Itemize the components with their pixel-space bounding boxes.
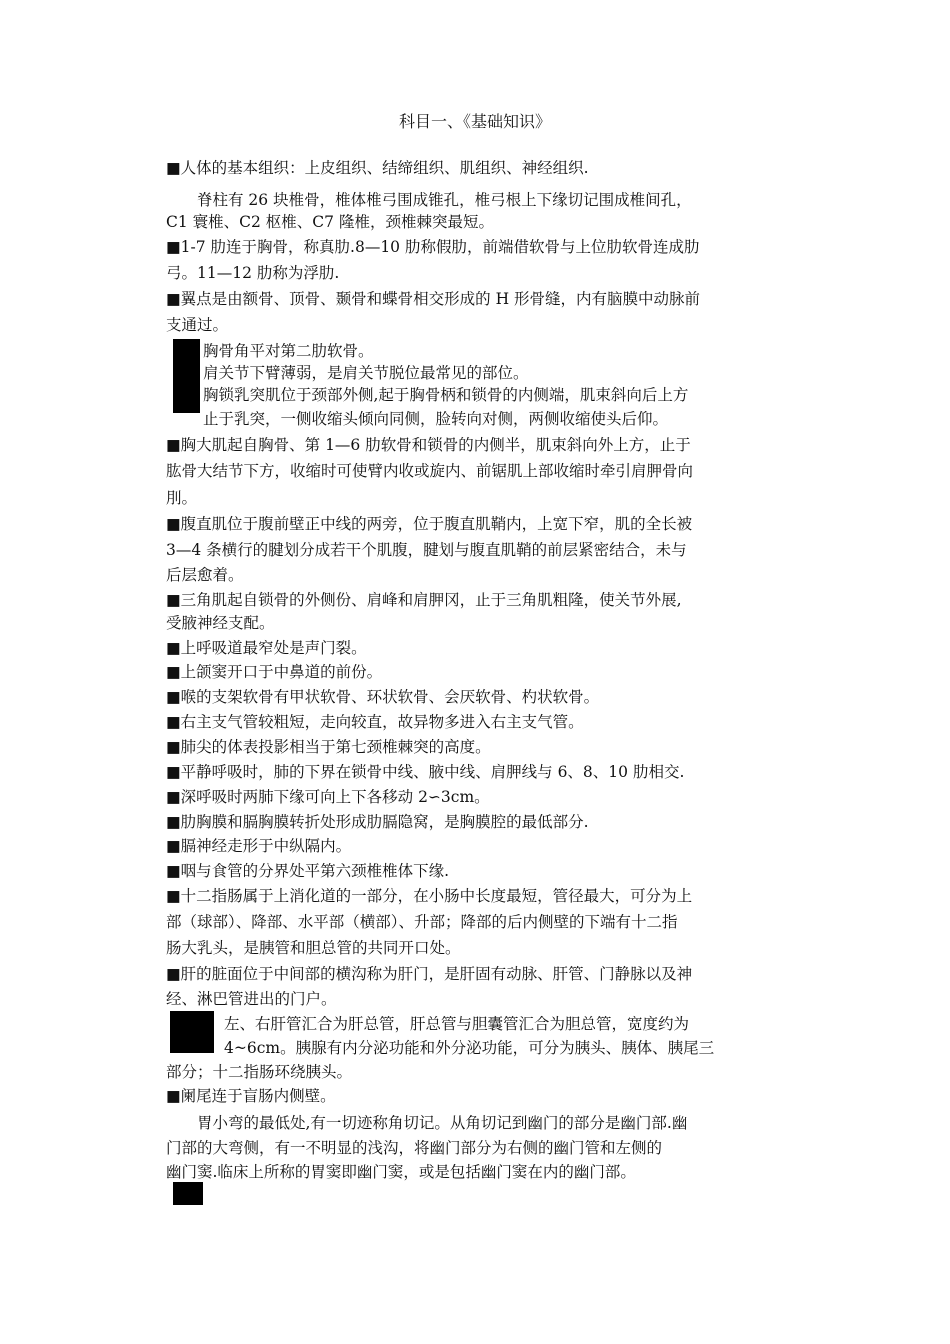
redaction-block [170, 1011, 214, 1053]
text-line: 止于乳突，一侧收缩头倾向同侧，脸转向对侧，两侧收缩使头后仰。 [203, 410, 669, 428]
text-line: 部分；十二指肠环绕胰头。 [166, 1063, 353, 1081]
text-line: 门部的大弯侧，有一不明显的浅沟，将幽门部分为右侧的幽门管和左侧的 [166, 1139, 663, 1157]
text-line: ■阑尾连于盲肠内侧壁。 [166, 1087, 336, 1105]
text-line: ■肋胸膜和膈胸膜转折处形成肋膈隐窝，是胸膜腔的最低部分. [166, 813, 589, 831]
redaction-block [173, 339, 200, 413]
text-line: C1 寰椎、C2 枢椎、C7 隆椎，颈椎棘突最短。 [166, 213, 494, 231]
text-line: ■三角肌起自锁骨的外侧份、肩峰和肩胛冈，止于三角肌粗隆，使关节外展, [166, 591, 682, 609]
text-line: ■咽与食管的分界处平第六颈椎椎体下缘. [166, 862, 450, 880]
text-line: ■右主支气管较粗短，走向较直，故异物多进入右主支气管。 [166, 713, 584, 731]
text-line: ■翼点是由额骨、顶骨、颞骨和蝶骨相交形成的 H 形骨缝，内有脑膜中动脉前 [166, 290, 701, 308]
text-line: ■上呼吸道最窄处是声门裂。 [166, 639, 367, 657]
text-line: 经、淋巴管进出的门户。 [166, 990, 337, 1008]
text-line: 左、右肝管汇合为肝总管，肝总管与胆囊管汇合为胆总管，宽度约为 [224, 1015, 690, 1033]
text-line: 部（球部）、降部、水平部（横部）、升部；降部的后内侧壁的下端有十二指 [166, 913, 678, 931]
text-line: ■平静呼吸时，肺的下界在锁骨中线、腋中线、肩胛线与 6、8、10 肋相交. [166, 763, 685, 781]
text-line: ■喉的支架软骨有甲状软骨、环状软骨、会厌软骨、杓状软骨。 [166, 688, 600, 706]
text-line: 胸锁乳突肌位于颈部外侧,起于胸骨柄和锁骨的内侧端，肌束斜向后上方 [203, 386, 689, 404]
text-line: 胸骨角平对第二肋软骨。 [203, 342, 374, 360]
text-line: 受腋神经支配。 [166, 614, 275, 632]
text-line: ■腹直肌位于腹前壁正中线的两旁，位于腹直肌鞘内，上宽下窄，肌的全长被 [166, 515, 693, 533]
text-line: ■膈神经走形于中纵隔内。 [166, 837, 352, 855]
text-line: ■肺尖的体表投影相当于第七颈椎棘突的高度。 [166, 738, 491, 756]
page-title: 科目一、《基础知识》 [398, 112, 551, 131]
text-line: 刖。 [166, 489, 198, 507]
text-line: ■1-7 肋连于胸骨，称真肋.8—10 肋称假肋，前端借软骨与上位肋软骨连成肋 [166, 238, 700, 256]
text-line: ■肝的脏面位于中间部的横沟称为肝门，是肝固有动脉、肝管、门静脉以及神 [166, 965, 693, 983]
text-line: 3—4 条横行的腱划分成若干个肌腹，腱划与腹直肌鞘的前层紧密结合，未与 [166, 541, 687, 559]
text-line: ■上颌窦开口于中鼻道的前份。 [166, 663, 383, 681]
text-line: 支通过。 [166, 316, 229, 334]
text-line: 幽门窦.临床上所称的胃窦即幽门窦，或是包括幽门窦在内的幽门部。 [166, 1163, 636, 1181]
text-line: 脊柱有 26 块椎骨，椎体椎弓围成锥孔，椎弓根上下缘切记围成椎间孔， [197, 191, 692, 209]
text-line: ■十二指肠属于上消化道的一部分，在小肠中长度最短，管径最大，可分为上 [166, 887, 693, 905]
text-line: 弓。11—12 肋称为浮肋. [166, 264, 340, 282]
text-line: 肩关节下臂薄弱，是肩关节脱位最常见的部位。 [203, 364, 529, 382]
text-line: 4~6cm。胰腺有内分泌功能和外分泌功能，可分为胰头、胰体、胰尾三 [224, 1039, 715, 1057]
redaction-block [173, 1182, 203, 1205]
text-line: 肱骨大结节下方，收缩时可使臂内收或旋内、前锯肌上部收缩时牵引肩胛骨向 [166, 462, 694, 480]
text-line: ■人体的基本组织：上皮组织、结缔组织、肌组织、神经组织. [166, 159, 589, 177]
text-line: 后层愈着。 [166, 566, 244, 584]
text-line: ■胸大肌起自胸骨、第 1—6 肋软骨和锁骨的内侧半，肌束斜向外上方，止于 [166, 436, 691, 454]
text-line: 肠大乳头，是胰管和胆总管的共同开口处。 [166, 939, 461, 957]
text-line: ■深呼吸时两肺下缘可向上下各移动 2∽3cm。 [166, 788, 490, 806]
text-line: 胃小弯的最低处,有一切迹称角切记。从角切记到幽门的部分是幽门部.幽 [197, 1114, 688, 1132]
